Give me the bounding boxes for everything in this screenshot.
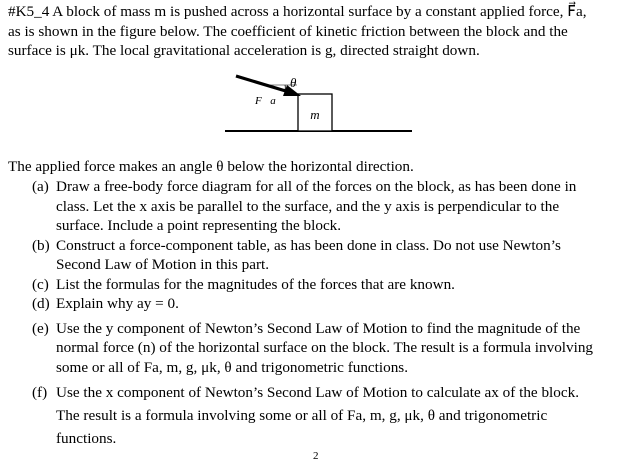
part-e: [32, 319, 628, 378]
problem-intro: [8, 2, 628, 61]
problem-statement: The applied force makes an angle θ below the horizontal direction.: [8, 158, 414, 175]
intro-line-3: surface is μk. The local gravitational acceleration is g, directed straight down.: [8, 42, 480, 59]
page-number: 2: [313, 450, 319, 462]
part-label: (c): [32, 275, 49, 293]
part-label: (a): [32, 178, 49, 195]
part-f-line: functions.: [56, 430, 117, 447]
question-parts: [32, 177, 628, 450]
block-force-figure: [225, 72, 415, 134]
intro-line-1: #K5_4 A block of mass m is pushed across a horizontal surface by a constant applied force, F⃗a,: [8, 3, 587, 20]
part-f: [32, 381, 628, 450]
part-b-line: Second Law of Motion in this part.: [56, 256, 270, 273]
part-e-line: some or all of Fa, m, g, μk, θ and trigonometric functions.: [56, 358, 409, 376]
part-label: (e): [32, 319, 49, 337]
part-e-line: Use the y component of Newton’s Second Law of Motion to find the magnitude of the: [56, 319, 581, 337]
part-c: [32, 275, 628, 295]
part-e-line: normal force (n) of the horizontal surface on the block. The result is a formula involving: [56, 339, 594, 356]
part-f-line: Use the x component of Newton’s Second Law of Motion to calculate ax of the block.: [56, 384, 579, 401]
part-d: [32, 294, 628, 314]
part-b: [32, 236, 628, 275]
part-f-line: The result is a formula involving some or all of Fa, m, g, μk, θ and trigonometric: [56, 407, 548, 424]
force-label: F⃗a: [255, 95, 276, 107]
part-a-line: class. Let the x axis be parallel to the surface, and the y axis is perpendicular to the: [56, 197, 560, 215]
part-a: [32, 177, 628, 236]
part-d-line: Explain why ay = 0.: [56, 295, 179, 312]
applied-force-arrow: [236, 76, 289, 92]
angle-label: θ: [290, 75, 297, 90]
part-b-line: Construct a force-component table, as has been done in class. Do not use Newton’s: [56, 236, 561, 254]
part-label: (f): [32, 384, 48, 401]
part-label: (b): [32, 236, 50, 254]
part-a-line: surface. Include a point representing the block.: [56, 217, 342, 234]
part-c-line: List the formulas for the magnitudes of the forces that are known.: [56, 275, 455, 293]
block-label: m: [310, 107, 320, 122]
part-a-line: Draw a free-body force diagram for all of the forces on the block, as has been done in: [56, 178, 577, 195]
intro-line-2: as is shown in the figure below. The coefficient of kinetic friction between the block and the: [8, 22, 568, 40]
part-label: (d): [32, 295, 50, 312]
